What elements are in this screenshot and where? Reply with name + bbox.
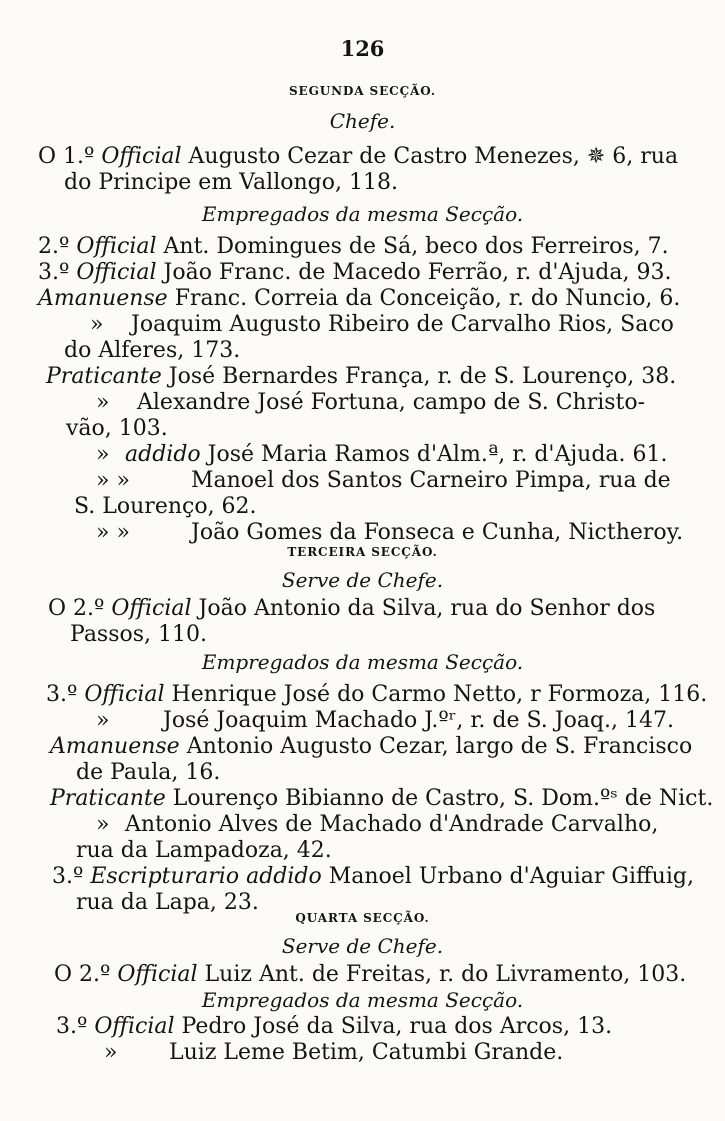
entry-text: José Bernardes França, r. de S. Lourenço, 38. <box>168 364 677 389</box>
section-title-terceira: TERCEIRA SECÇÃO. <box>287 545 438 559</box>
entry-rank: 3.º <box>46 682 78 707</box>
entry-title: Official <box>111 596 192 621</box>
entry-text: Antonio Augusto Cezar, largo de S. Francisco <box>186 734 693 759</box>
entry-segunda-5 <box>46 366 676 388</box>
entry-rank: 2.º <box>38 234 70 259</box>
entry-text: Joaquim Augusto Ribeiro de Carvalho Rios, Saco <box>131 312 674 337</box>
ditto-mark: » <box>96 390 110 415</box>
entry-title: Official <box>84 682 165 707</box>
ditto-mark: » » <box>96 520 130 545</box>
entry-segunda-9 <box>96 522 683 544</box>
entry-text: Augusto Cezar de Castro Menezes, ✵ 6, rua <box>188 144 679 169</box>
entry-text: Luiz Ant. de Freitas, r. do Livramento, 103. <box>204 962 687 987</box>
page-number: 126 <box>340 36 385 61</box>
chief-heading-quarta: Serve de Chefe. <box>281 934 444 958</box>
entry-rank: O 1.º <box>38 144 95 169</box>
entry-segunda-3 <box>38 288 680 310</box>
entry-text: Alexandre José Fortuna, campo de S. Christo- <box>137 390 646 415</box>
entry-terceira-1 <box>46 684 707 706</box>
entry-chief-terceira <box>48 598 655 620</box>
staff-heading-quarta: Empregados da mesma Secção. <box>201 988 524 1012</box>
entry-rank: 3.º <box>56 1014 88 1039</box>
entry-title: Official <box>94 1014 175 1039</box>
entry-chief-quarta <box>54 964 686 986</box>
entry-text: Antonio Alves de Machado d'Andrade Carvalho, <box>125 812 659 837</box>
chief-heading-terceira: Serve de Chefe. <box>281 568 444 592</box>
entry-text: José Joaquim Machado J.ºʳ, r. de S. Joaq., 147. <box>163 708 675 733</box>
entry-quarta-1 <box>56 1016 612 1038</box>
entry-quarta-2 <box>104 1042 563 1064</box>
entry-title: addido <box>125 442 201 467</box>
entry-text: Manoel dos Santos Carneiro Pimpa, rua de <box>191 468 671 493</box>
entry-rank: 3.º <box>52 864 84 889</box>
entry-rank: O 2.º <box>48 596 105 621</box>
entry-segunda-7 <box>96 444 668 466</box>
section-title-segunda: SEGUNDA SECÇÃO. <box>288 84 437 98</box>
entry-text: Henrique José do Carmo Netto, r Formoza, 116. <box>171 682 708 707</box>
entry-text: João Franc. de Macedo Ferrão, r. d'Ajuda, 93. <box>163 260 672 285</box>
entry-text: Lourenço Bibianno de Castro, S. Dom.ºˢ de Nict. <box>172 786 714 811</box>
entry-title: Official <box>76 234 157 259</box>
entry-text: José Maria Ramos d'Alm.ª, r. d'Ajuda. 61. <box>207 442 668 467</box>
entry-terceira-6 <box>52 866 694 888</box>
entry-title: Praticante <box>50 786 166 811</box>
entry-continuation: rua da Lapa, 23. <box>76 890 259 915</box>
entry-terceira-3 <box>50 736 692 758</box>
entry-terceira-4 <box>50 788 713 810</box>
entry-title: Official <box>101 144 182 169</box>
entry-text: Manoel Urbano d'Aguiar Giffuig, <box>328 864 694 889</box>
staff-heading-terceira: Empregados da mesma Secção. <box>201 650 524 674</box>
chief-heading-segunda: Chefe. <box>329 109 396 133</box>
entry-title: Praticante <box>46 364 162 389</box>
ditto-mark: » <box>96 442 110 467</box>
entry-continuation: de Paula, 16. <box>76 760 221 785</box>
ditto-mark: » <box>104 1040 118 1065</box>
entry-text: João Gomes da Fonseca e Cunha, Nictheroy. <box>191 520 684 545</box>
section-title-quarta: QUARTA SECÇÃO. <box>295 911 430 925</box>
ditto-mark: » » <box>96 468 130 493</box>
entry-text: Pedro José da Silva, rua dos Arcos, 13. <box>181 1014 613 1039</box>
entry-title: Official <box>117 962 198 987</box>
entry-text: João Antonio da Silva, rua do Senhor dos <box>198 596 656 621</box>
entry-chief-segunda <box>38 146 678 168</box>
entry-segunda-1 <box>38 236 669 258</box>
entry-text: Franc. Correia da Conceição, r. do Nuncio, 6. <box>174 286 681 311</box>
ditto-mark: » <box>96 812 110 837</box>
entry-continuation: S. Lourenço, 62. <box>74 494 257 519</box>
entry-continuation: vão, 103. <box>66 416 168 441</box>
entry-continuation: Passos, 110. <box>70 622 208 647</box>
entry-rank: O 2.º <box>54 962 111 987</box>
entry-segunda-6 <box>96 392 645 414</box>
entry-text: Luiz Leme Betim, Catumbi Grande. <box>169 1040 564 1065</box>
ditto-mark: » <box>90 312 104 337</box>
entry-title: Official <box>76 260 157 285</box>
entry-title: Escripturario addido <box>90 864 322 889</box>
entry-terceira-5 <box>96 814 658 836</box>
entry-segunda-8 <box>96 470 671 492</box>
entry-terceira-2 <box>96 710 674 732</box>
staff-heading-segunda: Empregados da mesma Secção. <box>201 202 524 226</box>
entry-rank: 3.º <box>38 260 70 285</box>
entry-continuation: do Alferes, 173. <box>64 338 241 363</box>
entry-segunda-2 <box>38 262 671 284</box>
entry-continuation: rua da Lampadoza, 42. <box>76 838 332 863</box>
ditto-mark: » <box>96 708 110 733</box>
entry-continuation: do Principe em Vallongo, 118. <box>64 170 398 195</box>
entry-title: Amanuense <box>38 286 168 311</box>
entry-text: Ant. Domingues de Sá, beco dos Ferreiros, 7. <box>163 234 669 259</box>
entry-title: Amanuense <box>50 734 180 759</box>
entry-segunda-4 <box>90 314 674 336</box>
